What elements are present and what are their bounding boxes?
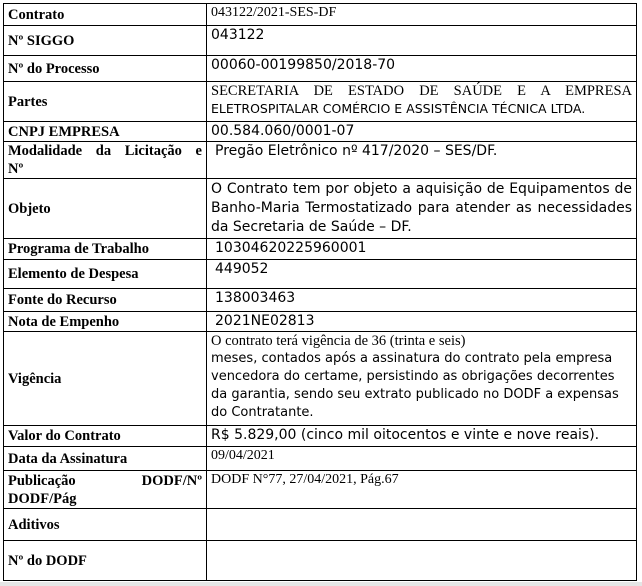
vigencia-line-1: O contrato terá vigência de 36 (trinta e seis) bbox=[211, 333, 466, 349]
row-cnpj bbox=[4, 122, 637, 142]
value-aditivos bbox=[207, 509, 637, 541]
label-partes: Partes bbox=[4, 82, 207, 122]
row-vigencia bbox=[4, 332, 637, 426]
row-modalidade bbox=[4, 142, 637, 179]
label-processo: Nº do Processo bbox=[4, 56, 207, 82]
row-elemento bbox=[4, 260, 637, 289]
label-programa: Programa de Trabalho bbox=[4, 239, 207, 260]
label-elemento: Elemento de Despesa bbox=[4, 260, 207, 289]
modalidade-label-line-2: Nº bbox=[8, 161, 24, 177]
value-modalidade: Pregão Eletrônico nº 417/2020 – SES/DF. bbox=[207, 142, 637, 179]
row-empenho bbox=[4, 312, 637, 332]
value-objeto: O Contrato tem por objeto a aquisição de Equipamentos de Banho-Maria Termostatizado para atender as necessidades da Secretaria de Saúde – DF. bbox=[207, 179, 637, 239]
label-contrato: Contrato bbox=[4, 4, 207, 26]
row-contrato bbox=[4, 4, 637, 26]
label-fonte: Fonte do Recurso bbox=[4, 289, 207, 312]
partes-line-2: ELETROSPITALAR COMÉRCIO E ASSISTÊNCIA TÉCNICA LTDA. bbox=[211, 101, 586, 116]
label-objeto: Objeto bbox=[4, 179, 207, 239]
publicacao-label-a: Publicação bbox=[8, 472, 76, 489]
vigencia-rest: meses, contados após a assinatura do contrato pela empresa vencedora do certame, persistindo as obrigações decorrentes da garantia, sendo seu extrato publicado no DODF a expensas do Contratante. bbox=[211, 351, 619, 420]
row-numero-dodf bbox=[4, 541, 637, 581]
publicacao-label-line-1 bbox=[8, 472, 202, 490]
value-cnpj: 00.584.060/0001-07 bbox=[207, 122, 637, 142]
label-valor: Valor do Contrato bbox=[4, 426, 207, 447]
row-valor bbox=[4, 426, 637, 447]
label-data-assinatura: Data da Assinatura bbox=[4, 447, 207, 471]
value-elemento: 449052 bbox=[207, 260, 637, 289]
row-fonte bbox=[4, 289, 637, 312]
value-data-assinatura: 09/04/2021 bbox=[207, 447, 637, 471]
row-programa bbox=[4, 239, 637, 260]
row-objeto bbox=[4, 179, 637, 239]
row-processo bbox=[4, 56, 637, 82]
label-siggo: Nº SIGGO bbox=[4, 26, 207, 56]
value-fonte: 138003463 bbox=[207, 289, 637, 312]
label-cnpj: CNPJ EMPRESA bbox=[4, 122, 207, 142]
row-publicacao bbox=[4, 471, 637, 509]
value-programa: 10304620225960001 bbox=[207, 239, 637, 260]
value-processo: 00060-00199850/2018-70 bbox=[207, 56, 637, 82]
label-modalidade bbox=[4, 142, 207, 179]
label-vigencia: Vigência bbox=[4, 332, 207, 426]
label-empenho: Nota de Empenho bbox=[4, 312, 207, 332]
partes-line-1: SECRETARIA DE ESTADO DE SAÚDE E A EMPRESA bbox=[211, 83, 632, 99]
value-numero-dodf bbox=[207, 541, 637, 581]
row-partes bbox=[4, 82, 637, 122]
value-empenho: 2021NE02813 bbox=[207, 312, 637, 332]
row-aditivos bbox=[4, 509, 637, 541]
row-siggo bbox=[4, 26, 637, 56]
label-numero-dodf: Nº do DODF bbox=[4, 541, 207, 581]
publicacao-label-b: DODF/Nº bbox=[141, 472, 202, 489]
label-aditivos: Aditivos bbox=[4, 509, 207, 541]
value-publicacao: DODF N°77, 27/04/2021, Pág.67 bbox=[207, 471, 637, 509]
contract-table bbox=[3, 3, 637, 581]
modalidade-label-line-1: Modalidade da Licitação e bbox=[8, 143, 202, 159]
value-vigencia bbox=[207, 332, 637, 426]
value-contrato: 043122/2021-SES-DF bbox=[207, 4, 637, 26]
value-partes bbox=[207, 82, 637, 122]
row-data-assinatura bbox=[4, 447, 637, 471]
label-publicacao bbox=[4, 471, 207, 509]
value-valor: R$ 5.829,00 (cinco mil oitocentos e vinte e nove reais). bbox=[207, 426, 637, 447]
bottom-divider bbox=[0, 582, 642, 586]
value-siggo: 043122 bbox=[207, 26, 637, 56]
publicacao-label-line-2: DODF/Pág bbox=[8, 490, 77, 507]
